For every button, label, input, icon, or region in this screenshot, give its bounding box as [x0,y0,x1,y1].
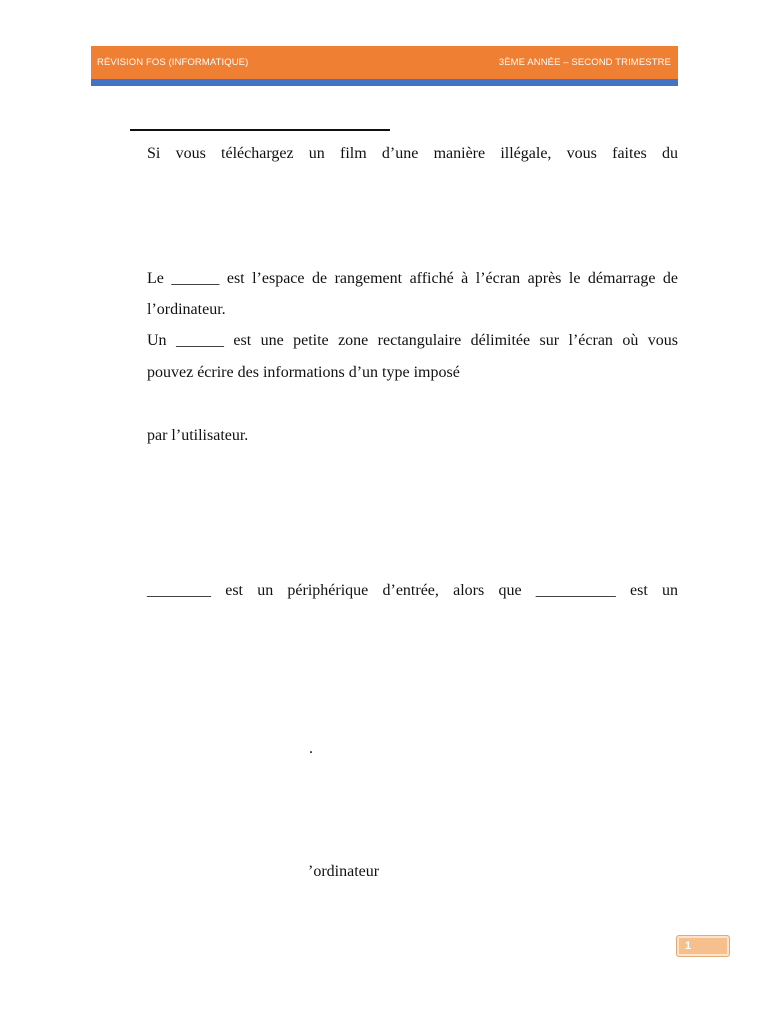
paragraph-line-2: Le ______ est l’espace de rangement affiché à l’écran après le démarrage de [147,270,678,287]
header-right-text: 3ÈME ANNÉE – SECOND TRIMESTRE [498,57,671,68]
header-blue-rule [91,79,678,86]
paragraph-line-7: ________ est un périphérique d’entrée, alors que __________ est un [147,582,678,599]
paragraph-line-5: pouvez écrire des informations d’un type imposé [147,364,460,381]
paragraph-line-1: Si vous téléchargez un film d’une manière illégale, vous faites du [147,145,678,162]
header-left-text: RÉVISION FOS (INFORMATIQUE) [97,57,249,68]
paragraph-line-4: Un ______ est une petite zone rectangulaire délimitée sur l’écran où vous [147,332,678,349]
stray-dot: . [309,740,313,757]
page-number-badge [676,935,730,957]
text-fragment: ’ordinateur [308,863,380,880]
page-header [91,46,678,79]
paragraph-line-6: par l’utilisateur. [147,427,249,444]
page-number: 1 [685,940,692,952]
title-underline [130,129,390,131]
paragraph-line-3: l’ordinateur. [147,301,226,318]
